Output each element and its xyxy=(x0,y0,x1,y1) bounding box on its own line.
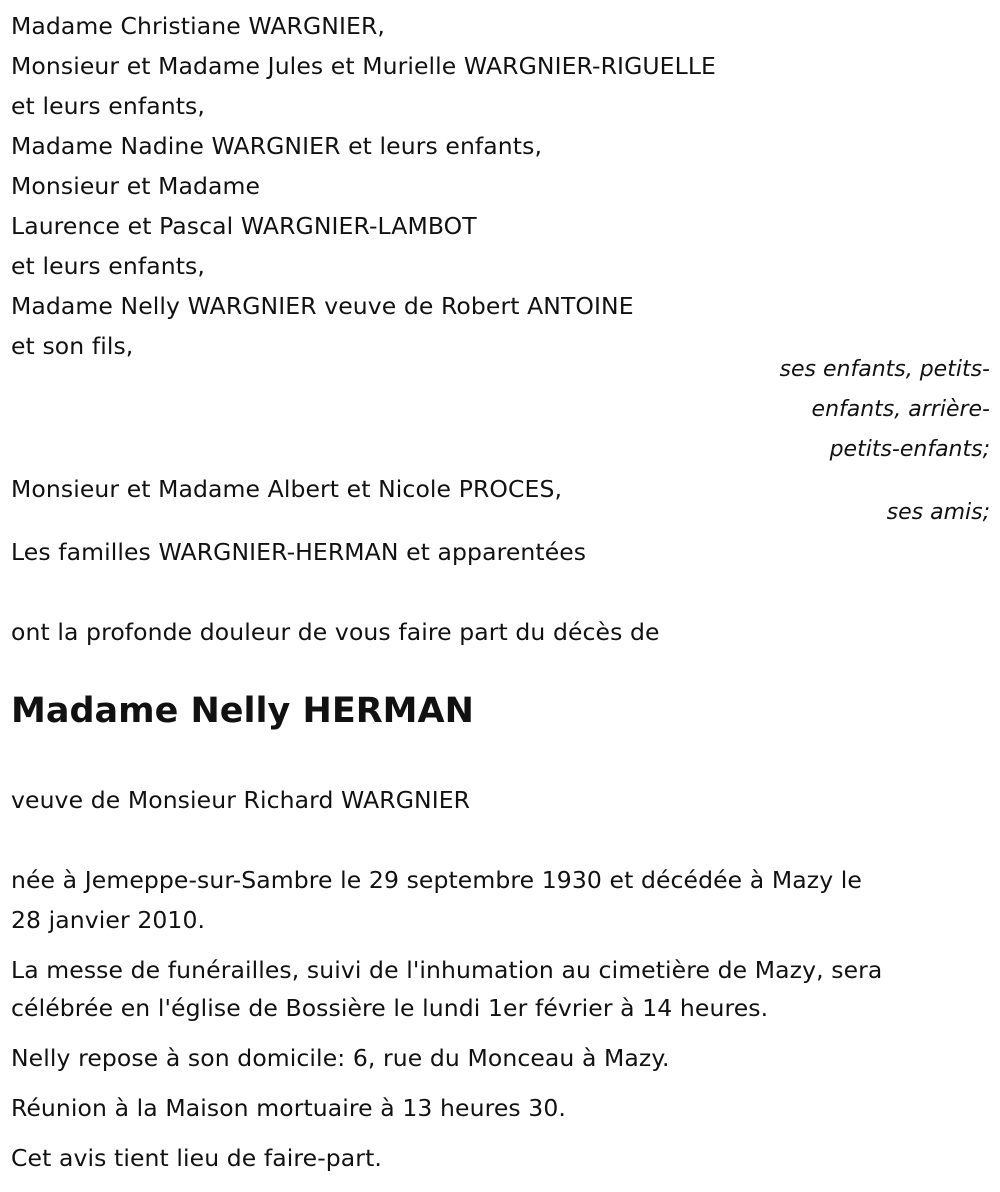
family-line: et leurs enfants, xyxy=(11,92,205,120)
friends-line: Monsieur et Madame Albert et Nicole PROCES, xyxy=(11,475,563,503)
friends-role: ses amis; xyxy=(886,500,990,525)
repose-line: Nelly repose à son domicile: 6, rue du Monceau à Mazy. xyxy=(11,1044,670,1072)
family-line: et leurs enfants, xyxy=(11,252,205,280)
reunion-line: Réunion à la Maison mortuaire à 13 heures 30. xyxy=(11,1094,566,1122)
family-role: petits-enfants; xyxy=(829,437,990,462)
deceased-name: Madame Nelly HERMAN xyxy=(11,691,474,731)
announcement: ont la profonde douleur de vous faire part du décès de xyxy=(11,618,660,646)
family-line: Laurence et Pascal WARGNIER-LAMBOT xyxy=(11,212,477,240)
family-line: et son fils, xyxy=(11,332,134,360)
widow-of: veuve de Monsieur Richard WARGNIER xyxy=(11,786,471,814)
family-line: Madame Nadine WARGNIER et leurs enfants, xyxy=(11,132,543,160)
funeral-line: La messe de funérailles, suivi de l'inhumation au cimetière de Mazy, sera xyxy=(11,956,883,984)
family-role: enfants, arrière- xyxy=(811,397,990,422)
birth-death-line: née à Jemeppe-sur-Sambre le 29 septembre 1930 et décédée à Mazy le xyxy=(11,866,862,894)
birth-death-line: 28 janvier 2010. xyxy=(11,906,206,934)
family-line: Madame Christiane WARGNIER, xyxy=(11,12,385,40)
family-role: ses enfants, petits- xyxy=(779,357,990,382)
family-line: Monsieur et Madame Jules et Murielle WARGNIER-RIGUELLE xyxy=(11,52,716,80)
family-line: Monsieur et Madame xyxy=(11,172,261,200)
closing-line: Cet avis tient lieu de faire-part. xyxy=(11,1144,382,1172)
relatives-line: Les familles WARGNIER-HERMAN et apparentées xyxy=(11,538,587,566)
funeral-line: célébrée en l'église de Bossière le lundi 1er février à 14 heures. xyxy=(11,994,769,1022)
family-line: Madame Nelly WARGNIER veuve de Robert ANTOINE xyxy=(11,292,634,320)
